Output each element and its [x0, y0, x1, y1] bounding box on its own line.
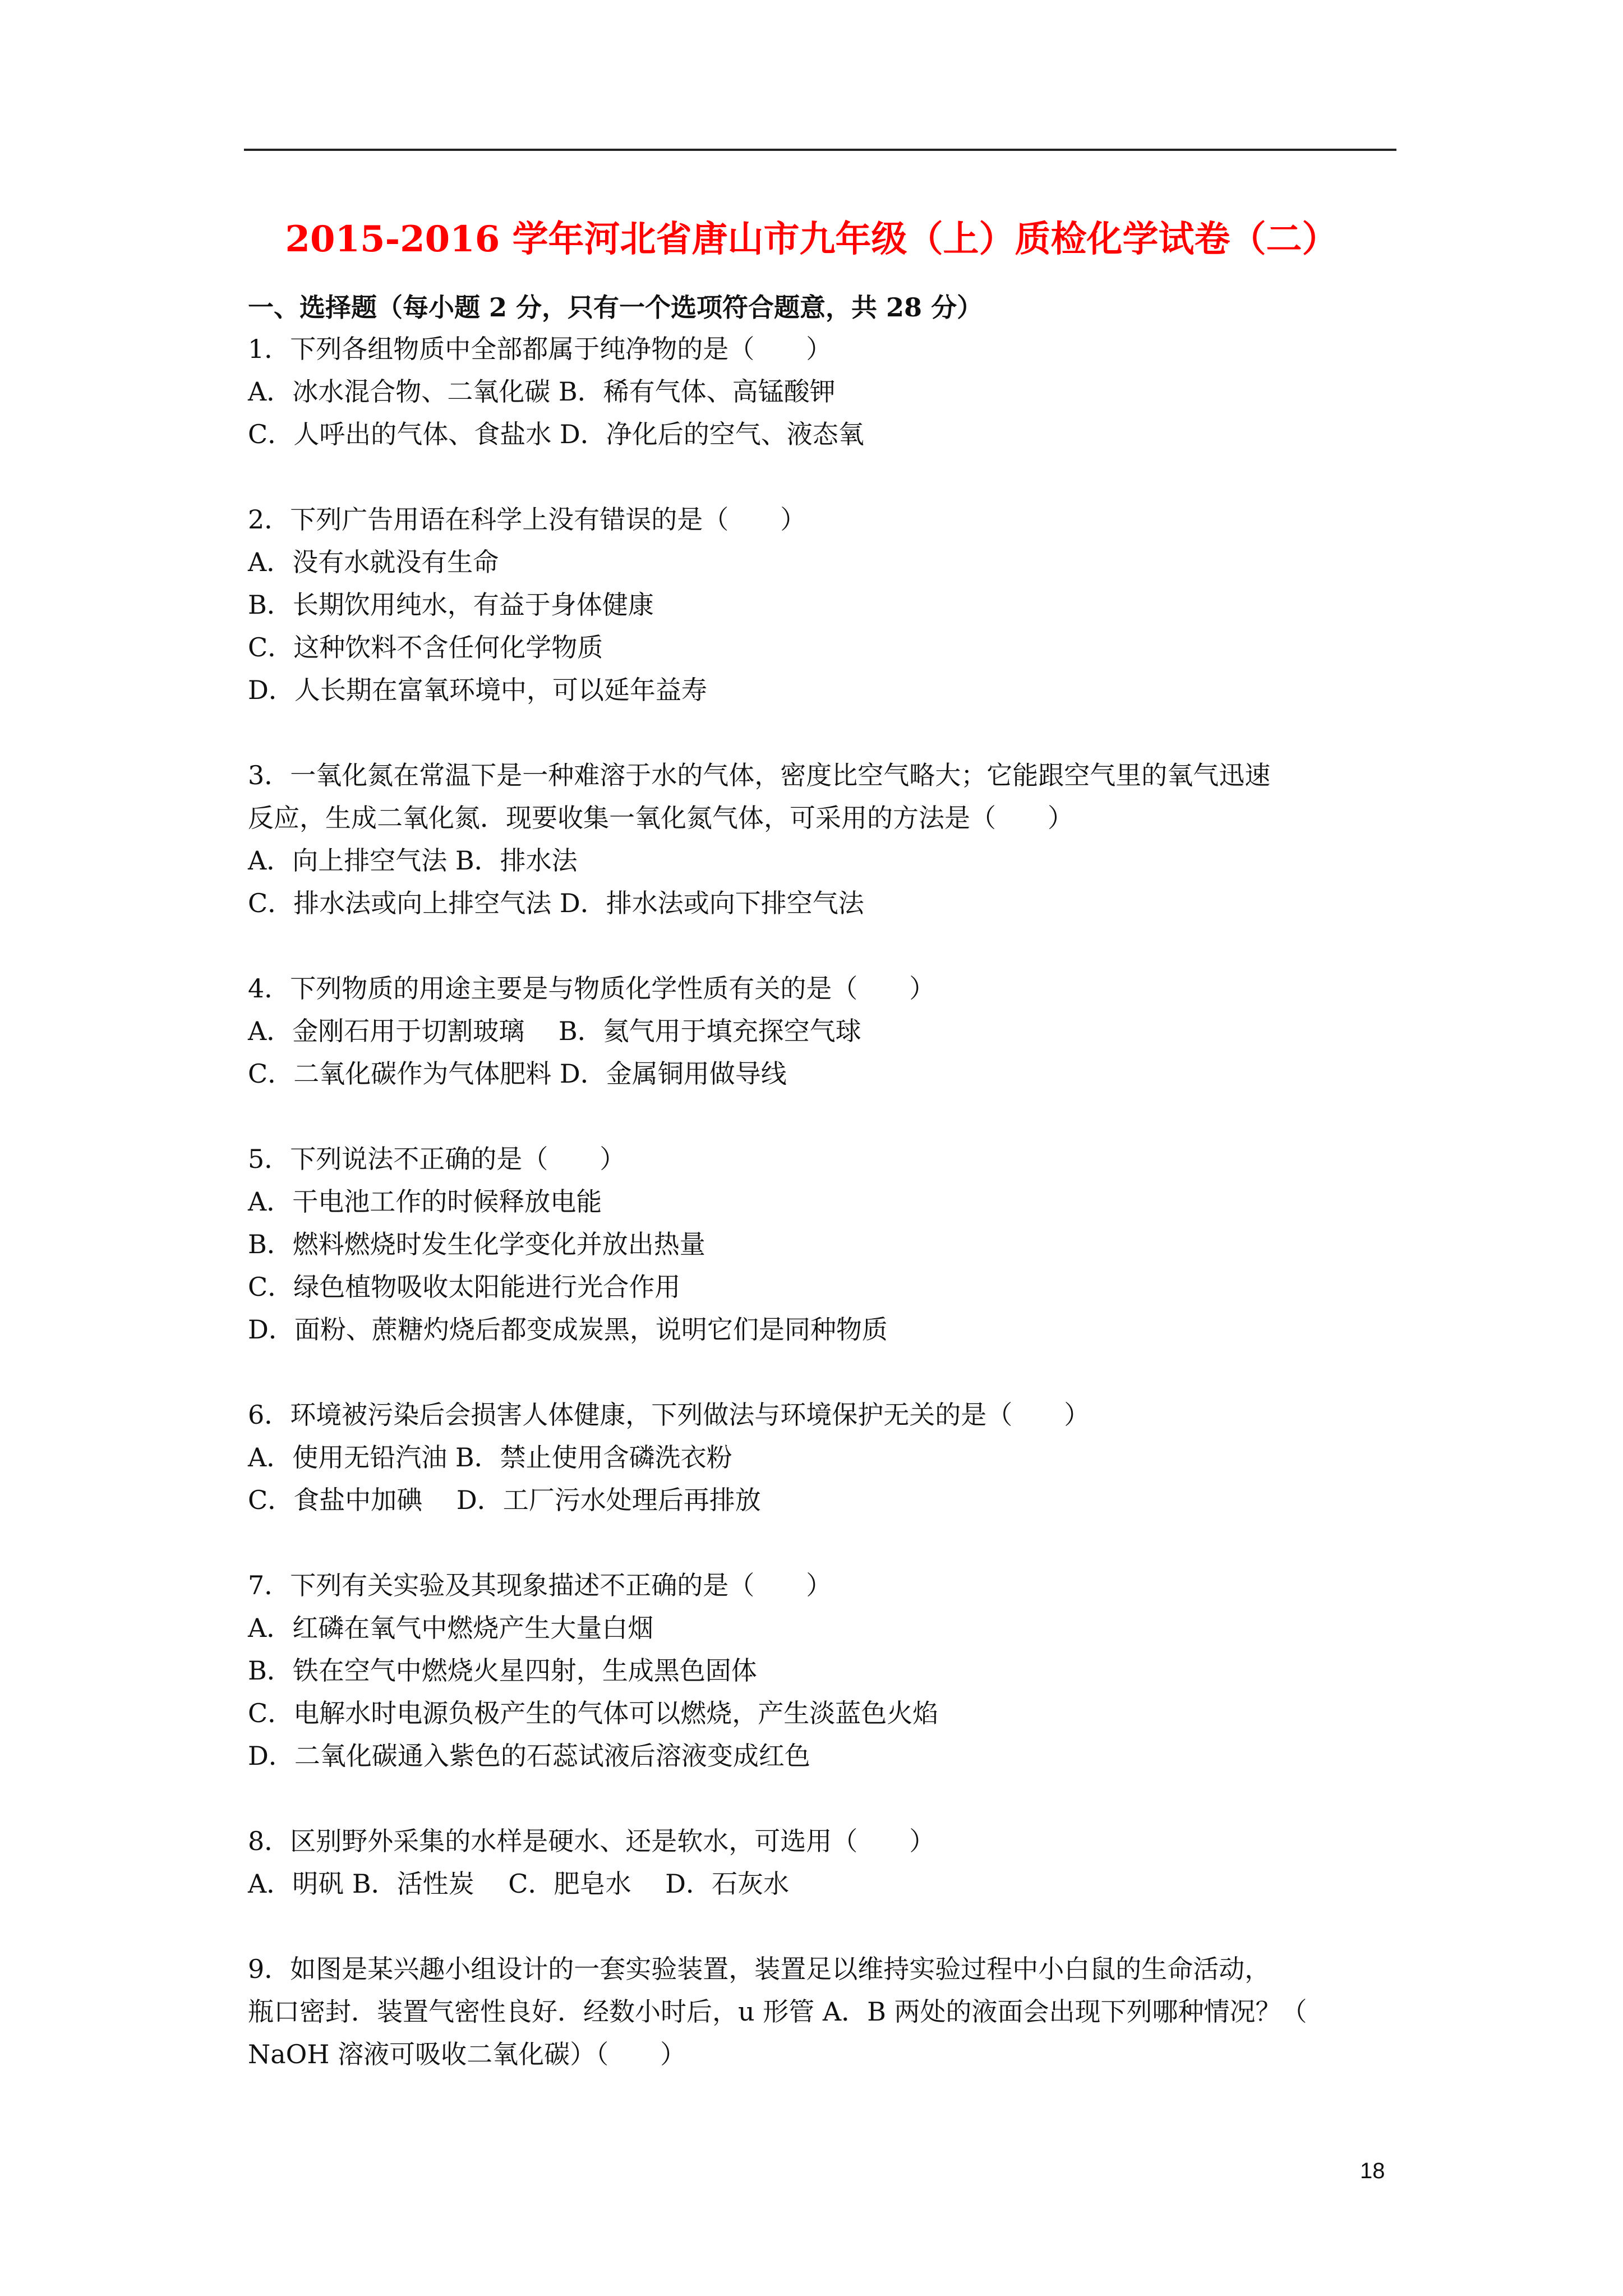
answer-options: A．金刚石用于切割玻璃 B．氦气用于填充探空气球: [248, 1016, 861, 1046]
question-stem-continued: 瓶口密封．装置气密性良好．经数小时后，u 形管 A．B 两处的液面会出现下列哪种情况？（: [248, 1996, 1307, 2027]
section-heading: 一、选择题（每小题 2 分，只有一个选项符合题意，共 28 分）: [248, 292, 983, 323]
answer-option: D．人长期在富氧环境中，可以延年益寿: [248, 675, 707, 705]
answer-option: B．长期饮用纯水，有益于身体健康: [248, 590, 654, 620]
question-stem-continued: 反应，生成二氧化氮．现要收集一氧化氮气体，可采用的方法是（ ）: [248, 803, 1073, 833]
question-1: [248, 328, 1392, 455]
exam-content: [248, 287, 1392, 2118]
question-stem: 5．下列说法不正确的是（ ）: [248, 1144, 626, 1174]
answer-options: C．食盐中加碘 D．工厂污水处理后再排放: [248, 1485, 761, 1515]
question-stem: 4．下列物质的用途主要是与物质化学性质有关的是（ ）: [248, 973, 935, 1004]
question-9: [248, 1948, 1392, 2076]
answer-option: C．电解水时电源负极产生的气体可以燃烧，产生淡蓝色火焰: [248, 1698, 939, 1728]
answer-options: C．排水法或向上排空气法 D．排水法或向下排空气法: [248, 888, 864, 918]
question-stem: 2．下列广告用语在科学上没有错误的是（ ）: [248, 504, 806, 535]
question-8: [248, 1820, 1392, 1905]
answer-option: C．这种饮料不含任何化学物质: [248, 632, 603, 662]
question-2: [248, 498, 1392, 711]
answer-option: C．绿色植物吸收太阳能进行光合作用: [248, 1272, 681, 1302]
question-stem-continued: NaOH 溶液可吸收二氧化碳）（ ）: [248, 2039, 686, 2069]
question-4: [248, 967, 1392, 1095]
question-stem: 3．一氧化氮在常温下是一种难溶于水的气体，密度比空气略大；它能跟空气里的氧气迅速: [248, 760, 1271, 790]
question-stem: 6．环境被污染后会损害人体健康，下列做法与环境保护无关的是（ ）: [248, 1400, 1090, 1430]
answer-options: C．人呼出的气体、食盐水 D．净化后的空气、液态氧: [248, 419, 864, 449]
question-3: [248, 754, 1392, 924]
answer-option: D．二氧化碳通入紫色的石蕊试液后溶液变成红色: [248, 1741, 810, 1771]
question-5: [248, 1138, 1392, 1351]
header-rule: [244, 149, 1396, 151]
answer-option: A．没有水就没有生命: [248, 547, 499, 577]
answer-option: A．红磷在氧气中燃烧产生大量白烟: [248, 1613, 654, 1643]
answer-option: A．干电池工作的时候释放电能: [248, 1186, 602, 1217]
exam-title: 2015-2016 学年河北省唐山市九年级（上）质检化学试卷（二）: [285, 218, 1338, 260]
question-stem: 7．下列有关实验及其现象描述不正确的是（ ）: [248, 1570, 832, 1600]
answer-options: A．冰水混合物、二氧化碳 B．稀有气体、高锰酸钾: [248, 376, 836, 407]
answer-options: A．使用无铅汽油 B．禁止使用含磷洗衣粉: [248, 1442, 732, 1473]
question-stem: 9．如图是某兴趣小组设计的一套实验装置，装置足以维持实验过程中小白鼠的生命活动，: [248, 1954, 1271, 1984]
question-stem: 8．区别野外采集的水样是硬水、还是软水，可选用（ ）: [248, 1826, 935, 1856]
answer-option: B．燃料燃烧时发生化学变化并放出热量: [248, 1229, 706, 1259]
question-7: [248, 1564, 1392, 1777]
answer-options: C．二氧化碳作为气体肥料 D．金属铜用做导线: [248, 1059, 787, 1089]
page-number: 18: [1360, 2159, 1385, 2183]
question-stem: 1．下列各组物质中全部都属于纯净物的是（ ）: [248, 334, 832, 364]
answer-options: A．明矾 B．活性炭 C．肥皂水 D．石灰水: [248, 1869, 789, 1899]
answer-option: B．铁在空气中燃烧火星四射，生成黑色固体: [248, 1655, 757, 1686]
answer-options: A．向上排空气法 B．排水法: [248, 845, 578, 876]
answer-option: D．面粉、蔗糖灼烧后都变成炭黑，说明它们是同种物质: [248, 1314, 888, 1345]
question-6: [248, 1393, 1392, 1521]
